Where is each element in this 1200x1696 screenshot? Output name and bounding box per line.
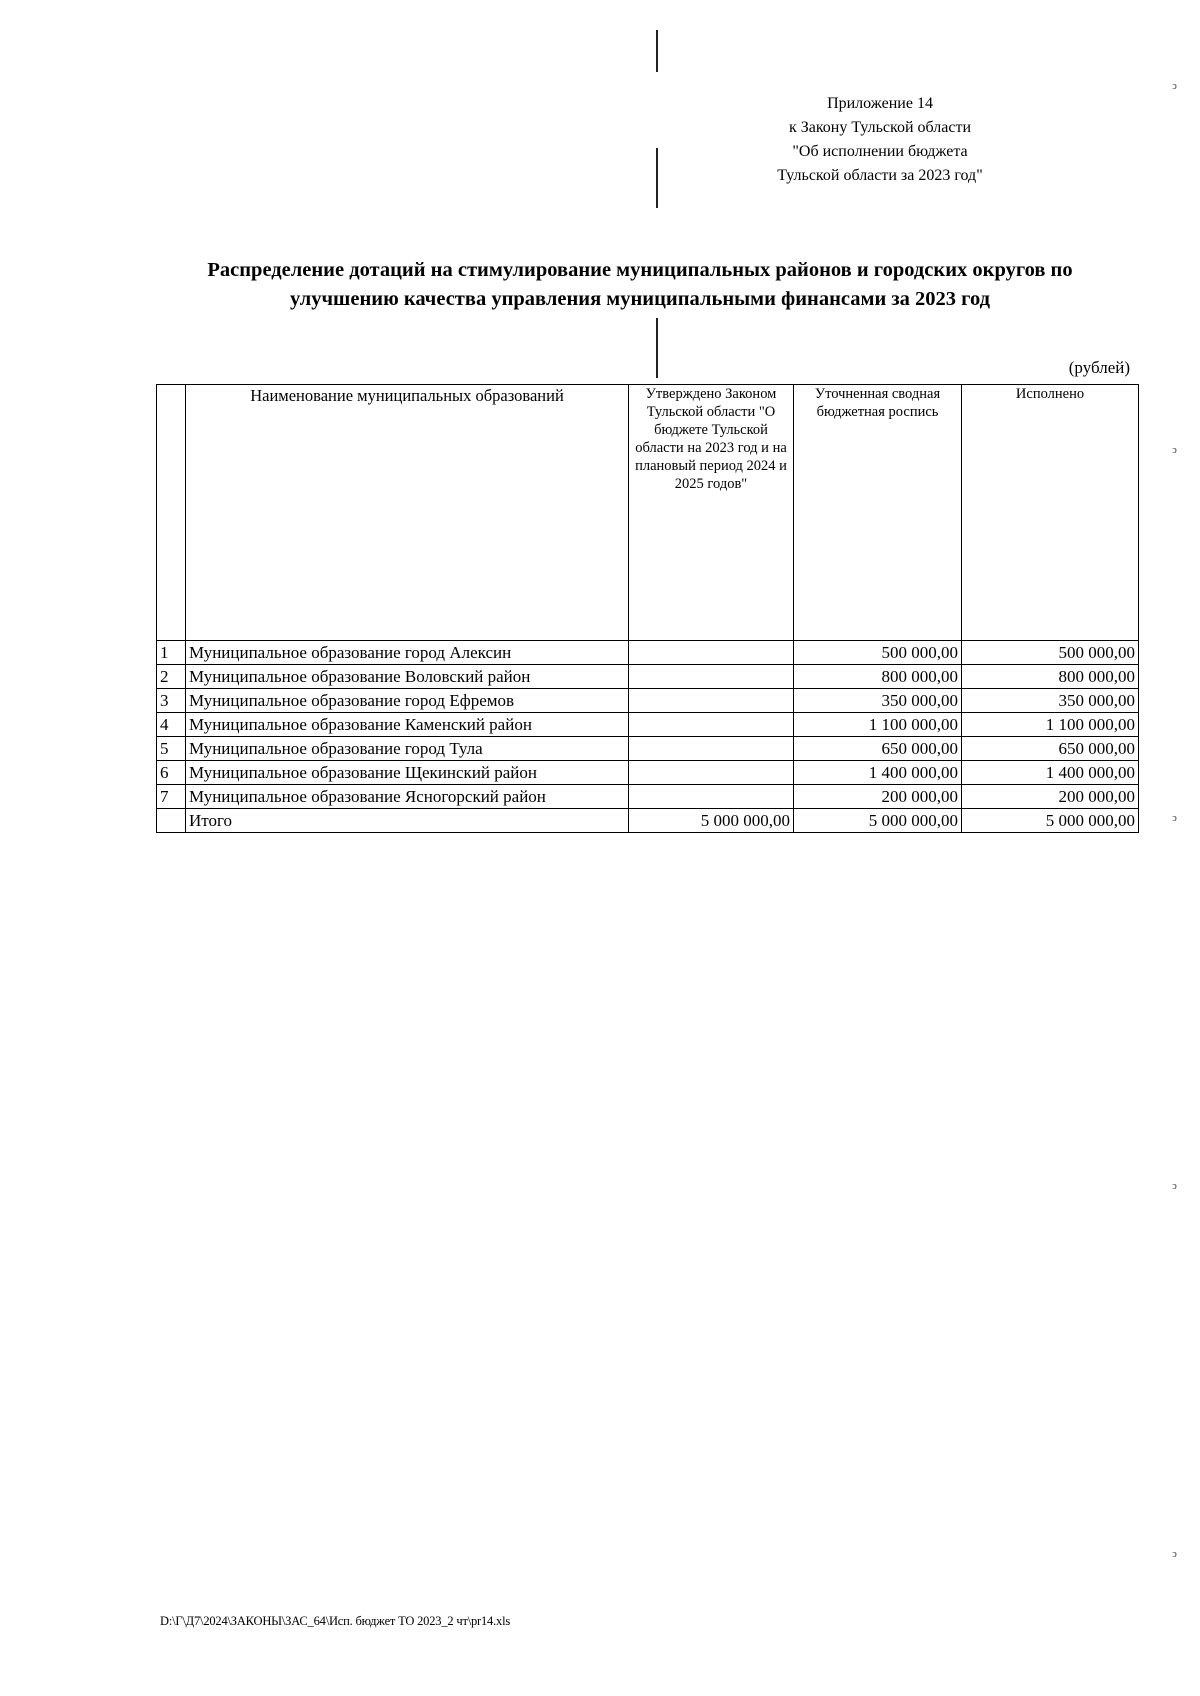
refined-amount: 650 000,00: [794, 737, 962, 761]
municipality-name: Муниципальное образование город Алексин: [186, 641, 629, 665]
units-label: (рублей): [1068, 358, 1130, 377]
title-line: улучшению качества управления муниципальными финансами за 2023 год: [290, 288, 990, 310]
approved-amount: [629, 713, 794, 737]
approved-amount: [629, 785, 794, 809]
municipality-name: Муниципальное образование Щекинский район: [186, 761, 629, 785]
appendix-line: "Об исполнении бюджета: [792, 143, 968, 160]
executed-amount: 500 000,00: [962, 641, 1139, 665]
scan-mark: ↄ: [1172, 80, 1177, 92]
appendix-line: к Закону Тульской области: [788, 119, 972, 136]
refined-amount: 350 000,00: [794, 689, 962, 713]
table-row: [157, 665, 1139, 689]
header-refined: Уточненная сводная бюджетная роспись: [794, 385, 962, 641]
table-header-row: [157, 385, 1139, 641]
row-number: 5: [157, 737, 186, 761]
municipality-name: Итого: [186, 809, 629, 833]
executed-amount: 1 400 000,00: [962, 761, 1139, 785]
scan-mark: ↄ: [1172, 444, 1177, 456]
table-row: [157, 761, 1139, 785]
table-row: [157, 689, 1139, 713]
approved-amount: [629, 689, 794, 713]
appendix-block: [740, 92, 1020, 188]
scan-mark: ↄ: [1172, 1180, 1177, 1192]
scan-line: [656, 30, 658, 72]
approved-amount: [629, 737, 794, 761]
header-executed: Исполнено: [962, 385, 1139, 641]
table-row: [157, 713, 1139, 737]
row-number: 1: [157, 641, 186, 665]
distribution-table: [156, 384, 1139, 833]
executed-amount: 350 000,00: [962, 689, 1139, 713]
approved-amount: [629, 761, 794, 785]
appendix-line: Тульской области за 2023 год": [777, 167, 983, 184]
refined-amount: 1 400 000,00: [794, 761, 962, 785]
row-number: [157, 809, 186, 833]
header-number: [157, 385, 186, 641]
executed-amount: 200 000,00: [962, 785, 1139, 809]
scan-mark: ↄ: [1172, 1548, 1177, 1560]
refined-amount: 800 000,00: [794, 665, 962, 689]
file-path-footer: D:\Г\Д7\2024\ЗАКОНЫ\ЗАС_64\Исп. бюджет ТО 2023_2 чт\pr14.xls: [160, 1614, 511, 1628]
approved-amount: [629, 641, 794, 665]
scan-line: [656, 148, 658, 208]
municipality-name: Муниципальное образование Каменский район: [186, 713, 629, 737]
appendix-line: Приложение 14: [827, 95, 933, 112]
table-row: [157, 785, 1139, 809]
municipality-name: Муниципальное образование город Тула: [186, 737, 629, 761]
header-name: Наименование муниципальных образований: [186, 385, 629, 641]
table-row: [157, 737, 1139, 761]
row-number: 4: [157, 713, 186, 737]
municipality-name: Муниципальное образование город Ефремов: [186, 689, 629, 713]
executed-amount: 800 000,00: [962, 665, 1139, 689]
refined-amount: 500 000,00: [794, 641, 962, 665]
total-row: [157, 809, 1139, 833]
title-line: Распределение дотаций на стимулирование муниципальных районов и городских округов по: [207, 259, 1073, 281]
row-number: 3: [157, 689, 186, 713]
document-title: [150, 256, 1130, 314]
refined-amount: 1 100 000,00: [794, 713, 962, 737]
approved-amount: 5 000 000,00: [629, 809, 794, 833]
table-row: [157, 641, 1139, 665]
row-number: 6: [157, 761, 186, 785]
refined-amount: 5 000 000,00: [794, 809, 962, 833]
refined-amount: 200 000,00: [794, 785, 962, 809]
header-approved: Утверждено Законом Тульской области "О бюджете Тульской области на 2023 год и на плановый период 2024 и 2025 годов": [629, 385, 794, 641]
approved-amount: [629, 665, 794, 689]
executed-amount: 1 100 000,00: [962, 713, 1139, 737]
executed-amount: 5 000 000,00: [962, 809, 1139, 833]
row-number: 2: [157, 665, 186, 689]
municipality-name: Муниципальное образование Воловский район: [186, 665, 629, 689]
scan-mark: ↄ: [1172, 812, 1177, 824]
scan-line: [656, 318, 658, 378]
row-number: 7: [157, 785, 186, 809]
executed-amount: 650 000,00: [962, 737, 1139, 761]
municipality-name: Муниципальное образование Ясногорский район: [186, 785, 629, 809]
